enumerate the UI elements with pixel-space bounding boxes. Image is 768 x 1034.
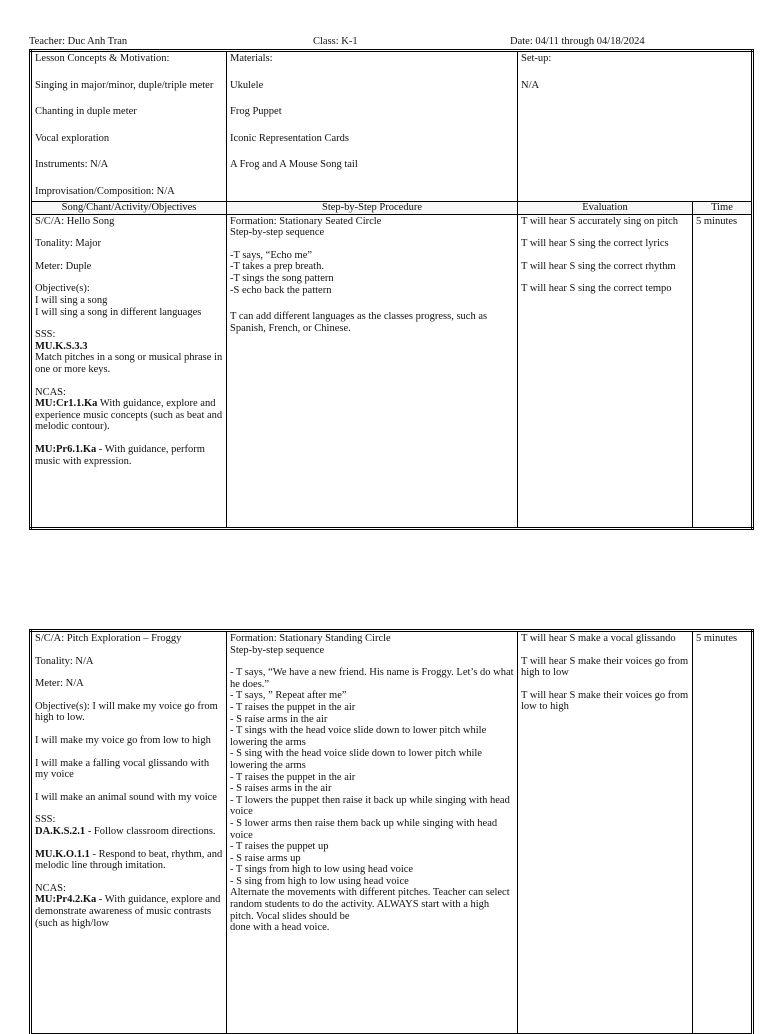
activity1-time-cell (693, 214, 753, 528)
material-item: A Frog and A Mouse Song tail (230, 159, 358, 171)
procedure-step: - T raises the puppet up (230, 841, 329, 853)
page-header (29, 36, 749, 49)
objective-item: I will make my voice go from low to high (35, 734, 211, 746)
concept-item: Singing in major/minor, duple/triple meter (35, 79, 214, 91)
setup-cell (518, 51, 753, 202)
activity2-objectives-cell (31, 631, 227, 1034)
sss-standard (35, 849, 223, 872)
concept-item: Chanting in duple meter (35, 106, 137, 118)
material-item: Frog Puppet (230, 106, 282, 118)
procedure-step: - T says, “We have a new friend. His name is Froggy. Let’s do what he does.” (230, 667, 514, 690)
sss-text: Match pitches in a song or musical phrase in one or more keys. (35, 352, 223, 375)
evaluation-item: T will hear S sing the correct tempo (521, 283, 672, 295)
ncas-code: MU:Cr1.1.Ka (35, 398, 98, 410)
procedure-step: - S raises arms in the air (230, 783, 332, 795)
formation: Formation: Stationary Standing Circle (230, 633, 391, 644)
procedure-step: -T sings the song pattern (230, 272, 334, 284)
ncas-standard (35, 894, 223, 929)
sss-label: SSS: (35, 814, 56, 826)
concept-item: Improvisation/Composition: N/A (35, 185, 175, 197)
materials-title: Materials: (230, 53, 273, 64)
column-header-procedure: Step-by-Step Procedure (227, 202, 518, 215)
procedure-step: -T takes a prep breath. (230, 261, 324, 273)
column-header-time: Time (693, 202, 753, 215)
sss-text: - Respond to beat, rhythm, and melodic line through imitation. (35, 848, 223, 872)
activity1-procedure-cell (227, 214, 518, 528)
evaluation-item: T will hear S make their voices go from high to low (521, 655, 689, 679)
objective-item: I will sing a song in different languages (35, 306, 202, 318)
ncas-text: With guidance, explore and experience music concepts (such as beat and melodic contour). (35, 398, 223, 433)
column-header-evaluation: Evaluation (518, 202, 693, 215)
ncas-text: - With guidance, explore and demonstrate awareness of music contrasts (such as high/low (35, 894, 221, 929)
ncas-code: MU:Pr6.1.Ka (35, 443, 97, 455)
sequence-label: Step-by-step sequence (230, 227, 325, 239)
teacher-label: Teacher: Duc Anh Tran (29, 36, 128, 47)
sss-code: MU.K.O.1.1 (35, 848, 90, 860)
lesson-concepts-title: Lesson Concepts & Motivation: (35, 53, 170, 64)
meter: Meter: Duple (35, 260, 92, 272)
activity2-procedure-cell (227, 631, 518, 1034)
evaluation-item: T will hear S sing the correct rhythm (521, 260, 676, 272)
procedure-step: - S raise arms in the air (230, 713, 328, 725)
objective-item: I will make an animal sound with my voice (35, 791, 217, 803)
procedure-step: - S raise arms up (230, 852, 301, 864)
activity2-evaluation-cell (518, 631, 693, 1034)
evaluation-item: T will hear S make their voices go from low to high (521, 689, 689, 713)
procedure-step: -T says, “Echo me” (230, 249, 313, 261)
objectives-label: Objective(s): (35, 283, 90, 295)
time-value: 5 minutes (696, 633, 738, 644)
evaluation-item: T will hear S accurately sing on pitch (521, 215, 678, 227)
ncas-standard (35, 444, 223, 467)
concept-item: Vocal exploration (35, 132, 110, 144)
ncas-standard (35, 398, 223, 433)
procedure-step: - T raises the puppet in the air (230, 701, 356, 713)
ncas-label: NCAS: (35, 386, 66, 398)
activity1-objectives-cell (31, 214, 227, 528)
lesson-plan-table-2 (29, 629, 754, 1034)
tonality: Tonality: N/A (35, 655, 94, 667)
concept-item: Instruments: N/A (35, 159, 109, 171)
date-label: Date: 04/11 through 04/18/2024 (510, 36, 645, 47)
ncas-label: NCAS: (35, 882, 66, 894)
class-label: Class: K-1 (313, 36, 358, 47)
sequence-label: Step-by-step sequence (230, 644, 325, 656)
materials-cell (227, 51, 518, 202)
ncas-text: - With guidance, perform music with expression. (35, 443, 205, 467)
evaluation-item: T will hear S sing the correct lyrics (521, 238, 669, 250)
setup-value: N/A (521, 79, 540, 91)
lesson-concepts-cell (31, 51, 227, 202)
column-header-song: Song/Chant/Activity/Objectives (31, 202, 227, 215)
evaluation-item: T will hear S make a vocal glissando (521, 633, 676, 644)
objective-item: I will sing a song (35, 294, 108, 306)
activity2-time-cell (693, 631, 753, 1034)
objective-item: Objective(s): I will make my voice go from high to low. (35, 700, 218, 724)
sss-standard (35, 826, 223, 838)
sss-text: - Follow classroom directions. (85, 825, 216, 837)
procedure-step: - T sings from high to low using head voice (230, 864, 414, 876)
tonality: Tonality: Major (35, 238, 102, 250)
sss-code: MU.K.S.3.3 (35, 340, 88, 352)
setup-title: Set-up: (521, 53, 552, 64)
lesson-plan-table-1 (29, 49, 754, 530)
procedure-step: - T sings with the head voice slide down to lower pitch while lowering the arms (230, 725, 487, 748)
activity1-evaluation-cell (518, 214, 693, 528)
procedure-step: - S sing with the head voice slide down to lower pitch while lowering the arms (230, 748, 482, 771)
procedure-step: - S lower arms then raise them back up while singing with head voice (230, 817, 498, 841)
procedure-note: T can add different languages as the classes progress, such as Spanish, French, or Chinese. (230, 311, 488, 334)
procedure-step: - T raises the puppet in the air (230, 771, 356, 783)
procedure-step: - T lowers the puppet then raise it back up while singing with head voice (230, 794, 510, 818)
procedure-step: -S echo back the pattern (230, 284, 332, 296)
procedure-step: - T says, ” Repeat after me” (230, 690, 347, 702)
formation: Formation: Stationary Seated Circle (230, 215, 382, 227)
procedure-note: Alternate the movements with different pitches. Teacher can select random students to do the activity. ALWAYS start with a high pitch. Vocal slides should be done with a head voice. (230, 887, 510, 934)
objective-item: I will make a falling vocal glissando with my voice (35, 757, 210, 781)
meter: Meter: N/A (35, 678, 84, 690)
ncas-code: MU:Pr4.2.Ka (35, 894, 97, 906)
material-item: Iconic Representation Cards (230, 132, 349, 144)
activity-title: S/C/A: Hello Song (35, 215, 115, 227)
sss-label: SSS: (35, 329, 56, 341)
time-value: 5 minutes (696, 215, 738, 227)
material-item: Ukulele (230, 79, 264, 91)
sss-code: DA.K.S.2.1 (35, 825, 86, 837)
procedure-step: - S sing from high to low using head voice (230, 875, 409, 887)
activity-title: S/C/A: Pitch Exploration – Froggy (35, 633, 182, 644)
